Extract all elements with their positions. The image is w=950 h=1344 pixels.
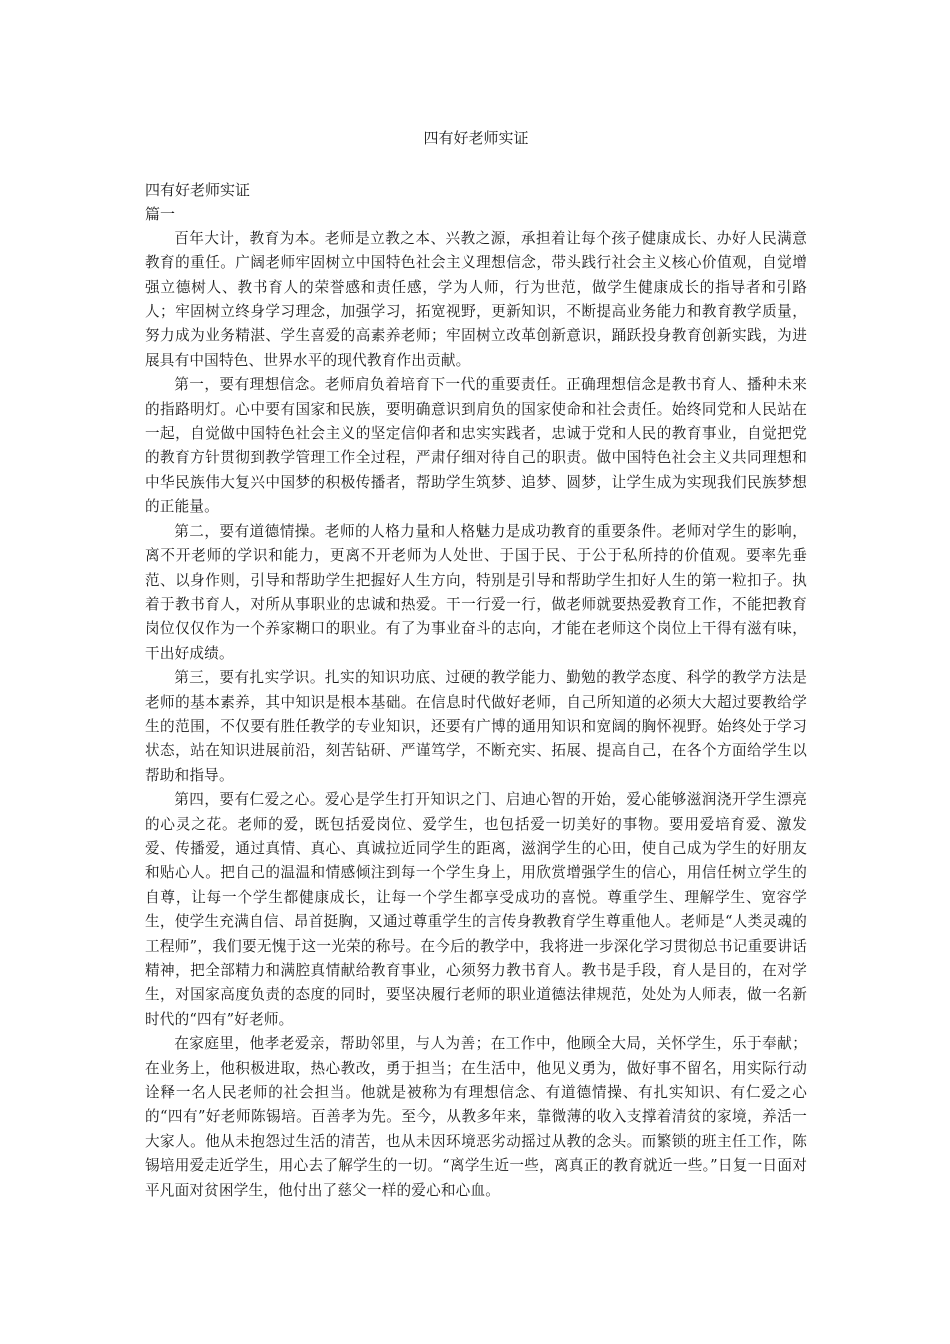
paragraph-morals: 第二，要有道德情操。老师的人格力量和人格魅力是成功教育的重要条件。老师对学生的影响，离不开老师的学识和能力，更离不开老师为人处世、于国于民、于公于私所持的价值观。要率先垂范、以身作则，引导和帮助学生把握好人生方向，特别是引导和帮助学生扣好人生的第一粒扣子。执着于教书育人，对所从事职业的忠诚和热爱。干一行爱一行，做老师就要热爱教育工作，不能把教育岗位仅仅作为一个养家糊口的职业。有了为事业奋斗的志向，才能在老师这个岗位上干得有滋有味，干出好成绩。	[145, 522, 807, 662]
paragraph-example: 在家庭里，他孝老爱亲，帮助邻里，与人为善；在工作中，他顾全大局，关怀学生，乐于奉献；在业务上，他积极进取，热心教改，勇于担当；在生活中，他见义勇为，做好事不留名，用实际行动诠释一名人民老师的社会担当。他就是被称为有理想信念、有道德情操、有扎实知识、有仁爱之心的“四有”好老师陈锡培。百善孝为先。至今，从教多年来，靠微薄的收入支撑着清贫的家境，养活一大家人。他从未抱怨过生活的清苦，也从未因环境恶劣动摇过从教的念头。而繁锁的班主任工作，陈锡培用爱走近学生，用心去了解学生的一切。“离学生近一些，离真正的教育就近一些。”日复一日面对平凡面对贫困学生，他付出了慈父一样的爱心和心血。	[145, 1035, 807, 1199]
section-label: 篇一	[145, 205, 176, 224]
document-subtitle: 四有好老师实证	[145, 181, 251, 199]
paragraph-kindness: 第四，要有仁爱之心。爱心是学生打开知识之门、启迪心智的开始，爱心能够滋润浇开学生漂亮的心灵之花。老师的爱，既包括爱岗位、爱学生，也包括爱一切美好的事物。要用爱培育爱、激发爱、传播爱，通过真情、真心、真诚拉近同学生的距离，滋润学生的心田，使自己成为学生的好朋友和贴心人。把自己的温温和情感倾注到每一个学生身上，用欣赏增强学生的信心，用信任树立学生的自尊，让每一个学生都健康成长，让每一个学生都享受成功的喜悦。尊重学生、理解学生、宽容学生，使学生充满自信、昂首挺胸，又通过尊重学生的言传身教教育学生尊重他人。老师是“人类灵魂的工程师”，我们要无愧于这一光荣的称号。在今后的教学中，我将进一步深化学习贯彻总书记重要讲话精神，把全部精力和满腔真情献给教育事业，心须努力教书育人。教书是手段，育人是目的，在对学生，对国家高度负责的态度的同时，要坚决履行老师的职业道德法律规范，处处为人师表，做一名新时代的“四有”好老师。	[145, 791, 807, 1028]
paragraph-knowledge: 第三，要有扎实学识。扎实的知识功底、过硬的教学能力、勤勉的教学态度、科学的教学方法是老师的基本素养，其中知识是根本基础。在信息时代做好老师，自己所知道的必须大大超过要教给学生的范围，不仅要有胜任教学的专业知识，还要有广博的通用知识和宽阔的胸怀视野。始终处于学习状态，站在知识进展前沿，刻苦钻研、严谨笃学，不断充实、拓展、提高自己，在各个方面给学生以帮助和指导。	[145, 669, 807, 784]
document-body	[145, 178, 807, 1203]
paragraph-ideals: 第一，要有理想信念。老师肩负着培育下一代的重要责任。正确理想信念是教书育人、播种未来的指路明灯。心中要有国家和民族，要明确意识到肩负的国家使命和社会责任。始终同党和人民站在一起，自觉做中国特色社会主义的坚定信仰者和忠实实践者，忠诚于党和人民的教育事业，自觉把党的教育方针贯彻到教学管理工作全过程，严肃仔细对待自己的职责。做中国特色社会主义共同理想和中华民族伟大复兴中国梦的积极传播者，帮助学生筑梦、追梦、圆梦，让学生成为实现我们民族梦想的正能量。	[145, 376, 807, 516]
document-title: 四有好老师实证	[423, 129, 529, 147]
paragraph-intro: 百年大计，教育为本。老师是立教之本、兴教之源，承担着让每个孩子健康成长、办好人民满意教育的重任。广阔老师牢固树立中国特色社会主义理想信念，带头践行社会主义核心价值观，自觉增强立德树人、教书育人的荣誉感和责任感，学为人师，行为世范，做学生健康成长的指导者和引路人；牢固树立终身学习理念，加强学习，拓宽视野，更新知识，不断提高业务能力和教育教学质量，努力成为业务精湛、学生喜爱的高素养老师；牢固树立改革创新意识，踊跃投身教育创新实践，为进展具有中国特色、世界水平的现代教育作出贡献。	[145, 229, 807, 369]
